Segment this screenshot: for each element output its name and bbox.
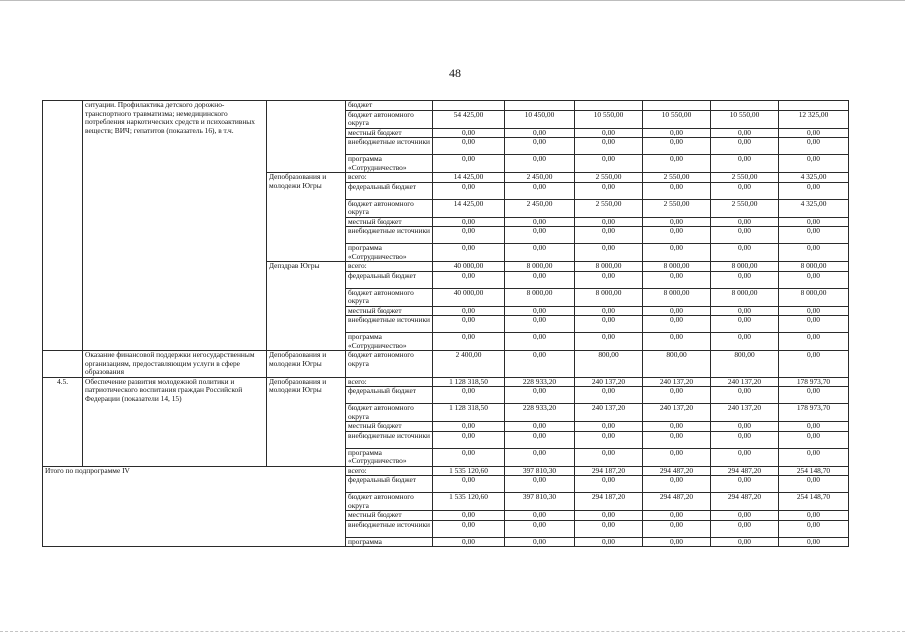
amount-cell: 8 000,00 <box>643 288 711 306</box>
funding-source: всего: <box>346 262 433 272</box>
amount-cell: 10 550,00 <box>711 110 779 128</box>
funding-source: местный бюджет <box>346 306 433 316</box>
amount-cell: 240 137,20 <box>711 404 779 422</box>
amount-cell: 0,00 <box>779 448 849 466</box>
amount-cell <box>779 101 849 111</box>
amount-cell: 0,00 <box>505 244 575 262</box>
amount-cell: 10 550,00 <box>643 110 711 128</box>
funding-source: программа «Сотрудничество» <box>346 155 433 173</box>
amount-cell: 0,00 <box>575 271 643 288</box>
funding-source: всего: <box>346 173 433 183</box>
amount-cell: 0,00 <box>575 511 643 521</box>
executor-name: Депобразования и молодежи Югры <box>267 377 346 466</box>
amount-cell: 0,00 <box>433 520 505 537</box>
amount-cell: 0,00 <box>779 422 849 432</box>
funding-source: внебюджетные источники <box>346 431 433 448</box>
amount-cell: 0,00 <box>779 520 849 537</box>
row-index <box>43 351 83 378</box>
amount-cell: 0,00 <box>711 217 779 227</box>
table-row <box>43 101 849 111</box>
amount-cell: 0,00 <box>779 182 849 199</box>
amount-cell: 0,00 <box>575 333 643 351</box>
funding-source: внебюджетные источники <box>346 138 433 155</box>
amount-cell: 0,00 <box>711 431 779 448</box>
amount-cell: 14 425,00 <box>433 199 505 217</box>
amount-cell: 0,00 <box>505 128 575 138</box>
amount-cell: 0,00 <box>643 138 711 155</box>
amount-cell: 0,00 <box>505 387 575 404</box>
amount-cell: 0,00 <box>711 537 779 547</box>
amount-cell: 0,00 <box>433 227 505 244</box>
amount-cell: 0,00 <box>779 138 849 155</box>
funding-source: бюджет <box>346 101 433 111</box>
executor-name: Депобразования и молодежи Югры <box>267 173 346 262</box>
funding-source: бюджет автономного округа <box>346 288 433 306</box>
amount-cell: 254 148,70 <box>779 493 849 511</box>
amount-cell: 0,00 <box>779 476 849 493</box>
funding-source: федеральный бюджет <box>346 476 433 493</box>
amount-cell: 0,00 <box>505 511 575 521</box>
amount-cell: 0,00 <box>779 511 849 521</box>
amount-cell: 0,00 <box>643 448 711 466</box>
amount-cell: 0,00 <box>779 537 849 547</box>
funding-source: программа «Сотрудничество» <box>346 244 433 262</box>
amount-cell: 228 933,20 <box>505 377 575 387</box>
amount-cell: 0,00 <box>575 316 643 333</box>
amount-cell: 0,00 <box>643 422 711 432</box>
amount-cell: 0,00 <box>505 155 575 173</box>
amount-cell: 54 425,00 <box>433 110 505 128</box>
amount-cell: 0,00 <box>643 182 711 199</box>
amount-cell: 0,00 <box>575 476 643 493</box>
amount-cell: 0,00 <box>505 476 575 493</box>
table-row <box>43 377 849 387</box>
executor-name: Депобразования и молодежи Югры <box>267 351 346 378</box>
amount-cell: 178 973,70 <box>779 404 849 422</box>
amount-cell: 40 000,00 <box>433 262 505 272</box>
amount-cell: 0,00 <box>433 155 505 173</box>
amount-cell: 0,00 <box>711 182 779 199</box>
funding-source: местный бюджет <box>346 217 433 227</box>
amount-cell: 8 000,00 <box>505 262 575 272</box>
funding-table <box>42 100 849 547</box>
scan-bottom-edge <box>0 631 905 632</box>
amount-cell: 0,00 <box>575 138 643 155</box>
row-index: 4.5. <box>43 377 83 466</box>
amount-cell: 0,00 <box>779 155 849 173</box>
amount-cell: 10 550,00 <box>575 110 643 128</box>
funding-table-body <box>43 101 849 547</box>
amount-cell: 0,00 <box>505 306 575 316</box>
amount-cell: 0,00 <box>779 217 849 227</box>
amount-cell <box>711 101 779 111</box>
amount-cell: 0,00 <box>505 333 575 351</box>
amount-cell: 1 535 120,60 <box>433 493 505 511</box>
amount-cell: 0,00 <box>575 217 643 227</box>
amount-cell: 0,00 <box>505 227 575 244</box>
funding-source: федеральный бюджет <box>346 271 433 288</box>
amount-cell: 397 810,30 <box>505 493 575 511</box>
amount-cell: 0,00 <box>779 271 849 288</box>
activity-name: Обеспечение развития молодежной политики и патриотического воспитания граждан Российской Федерации (показатели 14, 15) <box>83 377 267 466</box>
funding-source: бюджет автономного округа <box>346 110 433 128</box>
amount-cell: 10 450,00 <box>505 110 575 128</box>
amount-cell: 2 400,00 <box>433 351 505 378</box>
amount-cell: 0,00 <box>779 387 849 404</box>
amount-cell: 0,00 <box>575 448 643 466</box>
amount-cell: 0,00 <box>505 316 575 333</box>
amount-cell: 294 487,20 <box>711 493 779 511</box>
amount-cell: 0,00 <box>505 537 575 547</box>
amount-cell: 240 137,20 <box>643 377 711 387</box>
funding-source: внебюджетные источники <box>346 520 433 537</box>
amount-cell: 0,00 <box>433 431 505 448</box>
amount-cell: 0,00 <box>505 217 575 227</box>
amount-cell: 0,00 <box>711 244 779 262</box>
amount-cell: 2 550,00 <box>575 173 643 183</box>
amount-cell: 0,00 <box>575 227 643 244</box>
funding-source: бюджет автономного округа <box>346 404 433 422</box>
amount-cell: 800,00 <box>711 351 779 378</box>
amount-cell: 294 487,20 <box>711 466 779 476</box>
amount-cell: 0,00 <box>643 316 711 333</box>
funding-source: бюджет автономного округа <box>346 199 433 217</box>
amount-cell: 40 000,00 <box>433 288 505 306</box>
amount-cell: 1 128 318,50 <box>433 377 505 387</box>
executor-name: Депздрав Югры <box>267 262 346 351</box>
funding-source: программа <box>346 537 433 547</box>
amount-cell: 1 128 318,50 <box>433 404 505 422</box>
amount-cell: 0,00 <box>505 138 575 155</box>
amount-cell: 800,00 <box>643 351 711 378</box>
amount-cell: 8 000,00 <box>711 288 779 306</box>
amount-cell: 0,00 <box>711 271 779 288</box>
amount-cell: 0,00 <box>505 431 575 448</box>
scan-top-edge <box>0 0 905 4</box>
funding-source: бюджет автономного округа <box>346 493 433 511</box>
amount-cell: 0,00 <box>575 537 643 547</box>
amount-cell: 294 187,20 <box>575 493 643 511</box>
amount-cell: 0,00 <box>575 128 643 138</box>
funding-source: местный бюджет <box>346 422 433 432</box>
amount-cell: 294 487,20 <box>643 493 711 511</box>
amount-cell: 0,00 <box>643 476 711 493</box>
funding-source: внебюджетные источники <box>346 227 433 244</box>
amount-cell: 0,00 <box>575 387 643 404</box>
amount-cell: 0,00 <box>575 431 643 448</box>
amount-cell: 254 148,70 <box>779 466 849 476</box>
amount-cell: 0,00 <box>433 128 505 138</box>
amount-cell: 0,00 <box>779 227 849 244</box>
amount-cell: 0,00 <box>505 271 575 288</box>
amount-cell: 0,00 <box>779 316 849 333</box>
amount-cell: 0,00 <box>779 244 849 262</box>
amount-cell: 0,00 <box>433 271 505 288</box>
amount-cell: 8 000,00 <box>779 288 849 306</box>
amount-cell <box>433 101 505 111</box>
amount-cell: 2 550,00 <box>575 199 643 217</box>
amount-cell: 2 450,00 <box>505 199 575 217</box>
amount-cell: 12 325,00 <box>779 110 849 128</box>
amount-cell: 0,00 <box>433 138 505 155</box>
amount-cell: 0,00 <box>779 333 849 351</box>
amount-cell: 0,00 <box>433 333 505 351</box>
amount-cell: 0,00 <box>711 316 779 333</box>
amount-cell: 2 550,00 <box>711 199 779 217</box>
table-row <box>43 466 849 476</box>
amount-cell: 8 000,00 <box>779 262 849 272</box>
amount-cell: 0,00 <box>505 520 575 537</box>
amount-cell: 0,00 <box>433 448 505 466</box>
amount-cell: 0,00 <box>505 351 575 378</box>
amount-cell: 4 325,00 <box>779 173 849 183</box>
amount-cell: 0,00 <box>643 333 711 351</box>
amount-cell: 2 550,00 <box>711 173 779 183</box>
amount-cell: 0,00 <box>575 422 643 432</box>
amount-cell: 0,00 <box>711 476 779 493</box>
amount-cell: 240 137,20 <box>575 377 643 387</box>
amount-cell: 0,00 <box>643 511 711 521</box>
amount-cell: 800,00 <box>575 351 643 378</box>
total-label: Итого по подпрограмме IV <box>43 466 346 547</box>
amount-cell: 0,00 <box>433 476 505 493</box>
amount-cell: 0,00 <box>711 387 779 404</box>
amount-cell: 0,00 <box>643 227 711 244</box>
activity-name: ситуации. Профилактика детского дорожно-транспортного травматизма; немедицинского потребления наркотических средств и психоактивных веществ; ВИЧ; гепатитов (показатель 16), в т.ч. <box>83 101 267 351</box>
amount-cell: 0,00 <box>433 387 505 404</box>
amount-cell: 0,00 <box>711 138 779 155</box>
amount-cell: 0,00 <box>505 182 575 199</box>
amount-cell: 294 487,20 <box>643 466 711 476</box>
amount-cell: 0,00 <box>575 244 643 262</box>
amount-cell: 0,00 <box>433 316 505 333</box>
row-index <box>43 101 83 351</box>
amount-cell: 8 000,00 <box>505 288 575 306</box>
funding-source: программа «Сотрудничество» <box>346 333 433 351</box>
executor-name <box>267 101 346 173</box>
amount-cell: 8 000,00 <box>711 262 779 272</box>
amount-cell: 14 425,00 <box>433 173 505 183</box>
amount-cell: 0,00 <box>643 520 711 537</box>
amount-cell: 0,00 <box>643 244 711 262</box>
amount-cell: 0,00 <box>575 520 643 537</box>
amount-cell: 0,00 <box>643 387 711 404</box>
funding-source: внебюджетные источники <box>346 316 433 333</box>
amount-cell: 1 535 120,60 <box>433 466 505 476</box>
amount-cell: 2 550,00 <box>643 199 711 217</box>
funding-source: программа «Сотрудничество» <box>346 448 433 466</box>
amount-cell: 0,00 <box>711 333 779 351</box>
amount-cell: 228 933,20 <box>505 404 575 422</box>
amount-cell: 0,00 <box>643 306 711 316</box>
amount-cell: 0,00 <box>575 155 643 173</box>
funding-source: местный бюджет <box>346 128 433 138</box>
amount-cell: 0,00 <box>433 182 505 199</box>
amount-cell: 0,00 <box>433 537 505 547</box>
amount-cell: 0,00 <box>779 306 849 316</box>
table-row <box>43 351 849 378</box>
funding-source: федеральный бюджет <box>346 182 433 199</box>
amount-cell: 0,00 <box>433 244 505 262</box>
amount-cell: 240 137,20 <box>711 377 779 387</box>
amount-cell: 0,00 <box>505 422 575 432</box>
amount-cell <box>575 101 643 111</box>
amount-cell: 0,00 <box>643 537 711 547</box>
amount-cell: 0,00 <box>711 511 779 521</box>
funding-source: федеральный бюджет <box>346 387 433 404</box>
amount-cell: 0,00 <box>575 306 643 316</box>
amount-cell: 2 550,00 <box>643 173 711 183</box>
amount-cell <box>505 101 575 111</box>
amount-cell: 0,00 <box>711 520 779 537</box>
funding-source: местный бюджет <box>346 511 433 521</box>
amount-cell: 0,00 <box>779 431 849 448</box>
amount-cell: 294 187,20 <box>575 466 643 476</box>
amount-cell: 0,00 <box>711 155 779 173</box>
amount-cell: 8 000,00 <box>643 262 711 272</box>
amount-cell: 0,00 <box>433 422 505 432</box>
amount-cell: 0,00 <box>711 422 779 432</box>
amount-cell: 0,00 <box>711 227 779 244</box>
amount-cell: 0,00 <box>711 128 779 138</box>
amount-cell: 0,00 <box>505 448 575 466</box>
amount-cell: 4 325,00 <box>779 199 849 217</box>
amount-cell: 0,00 <box>643 431 711 448</box>
activity-name: Оказание финансовой поддержки негосударственным организациям, предоставляющим услуги в сфере образования <box>83 351 267 378</box>
amount-cell: 8 000,00 <box>575 262 643 272</box>
scan-right-margin <box>878 0 905 640</box>
amount-cell: 2 450,00 <box>505 173 575 183</box>
funding-source: бюджет автономного округа <box>346 351 433 378</box>
amount-cell <box>643 101 711 111</box>
amount-cell: 0,00 <box>643 271 711 288</box>
amount-cell: 0,00 <box>711 306 779 316</box>
amount-cell: 240 137,20 <box>643 404 711 422</box>
amount-cell: 0,00 <box>643 155 711 173</box>
funding-source: всего: <box>346 377 433 387</box>
amount-cell: 0,00 <box>433 511 505 521</box>
amount-cell: 0,00 <box>779 128 849 138</box>
amount-cell: 0,00 <box>643 128 711 138</box>
amount-cell: 8 000,00 <box>575 288 643 306</box>
amount-cell: 240 137,20 <box>575 404 643 422</box>
amount-cell: 178 973,70 <box>779 377 849 387</box>
amount-cell: 0,00 <box>433 217 505 227</box>
funding-source: всего: <box>346 466 433 476</box>
amount-cell: 397 810,30 <box>505 466 575 476</box>
amount-cell: 0,00 <box>779 351 849 378</box>
amount-cell: 0,00 <box>711 448 779 466</box>
amount-cell: 0,00 <box>643 217 711 227</box>
amount-cell: 0,00 <box>575 182 643 199</box>
amount-cell: 0,00 <box>433 306 505 316</box>
page-number: 48 <box>449 66 461 80</box>
